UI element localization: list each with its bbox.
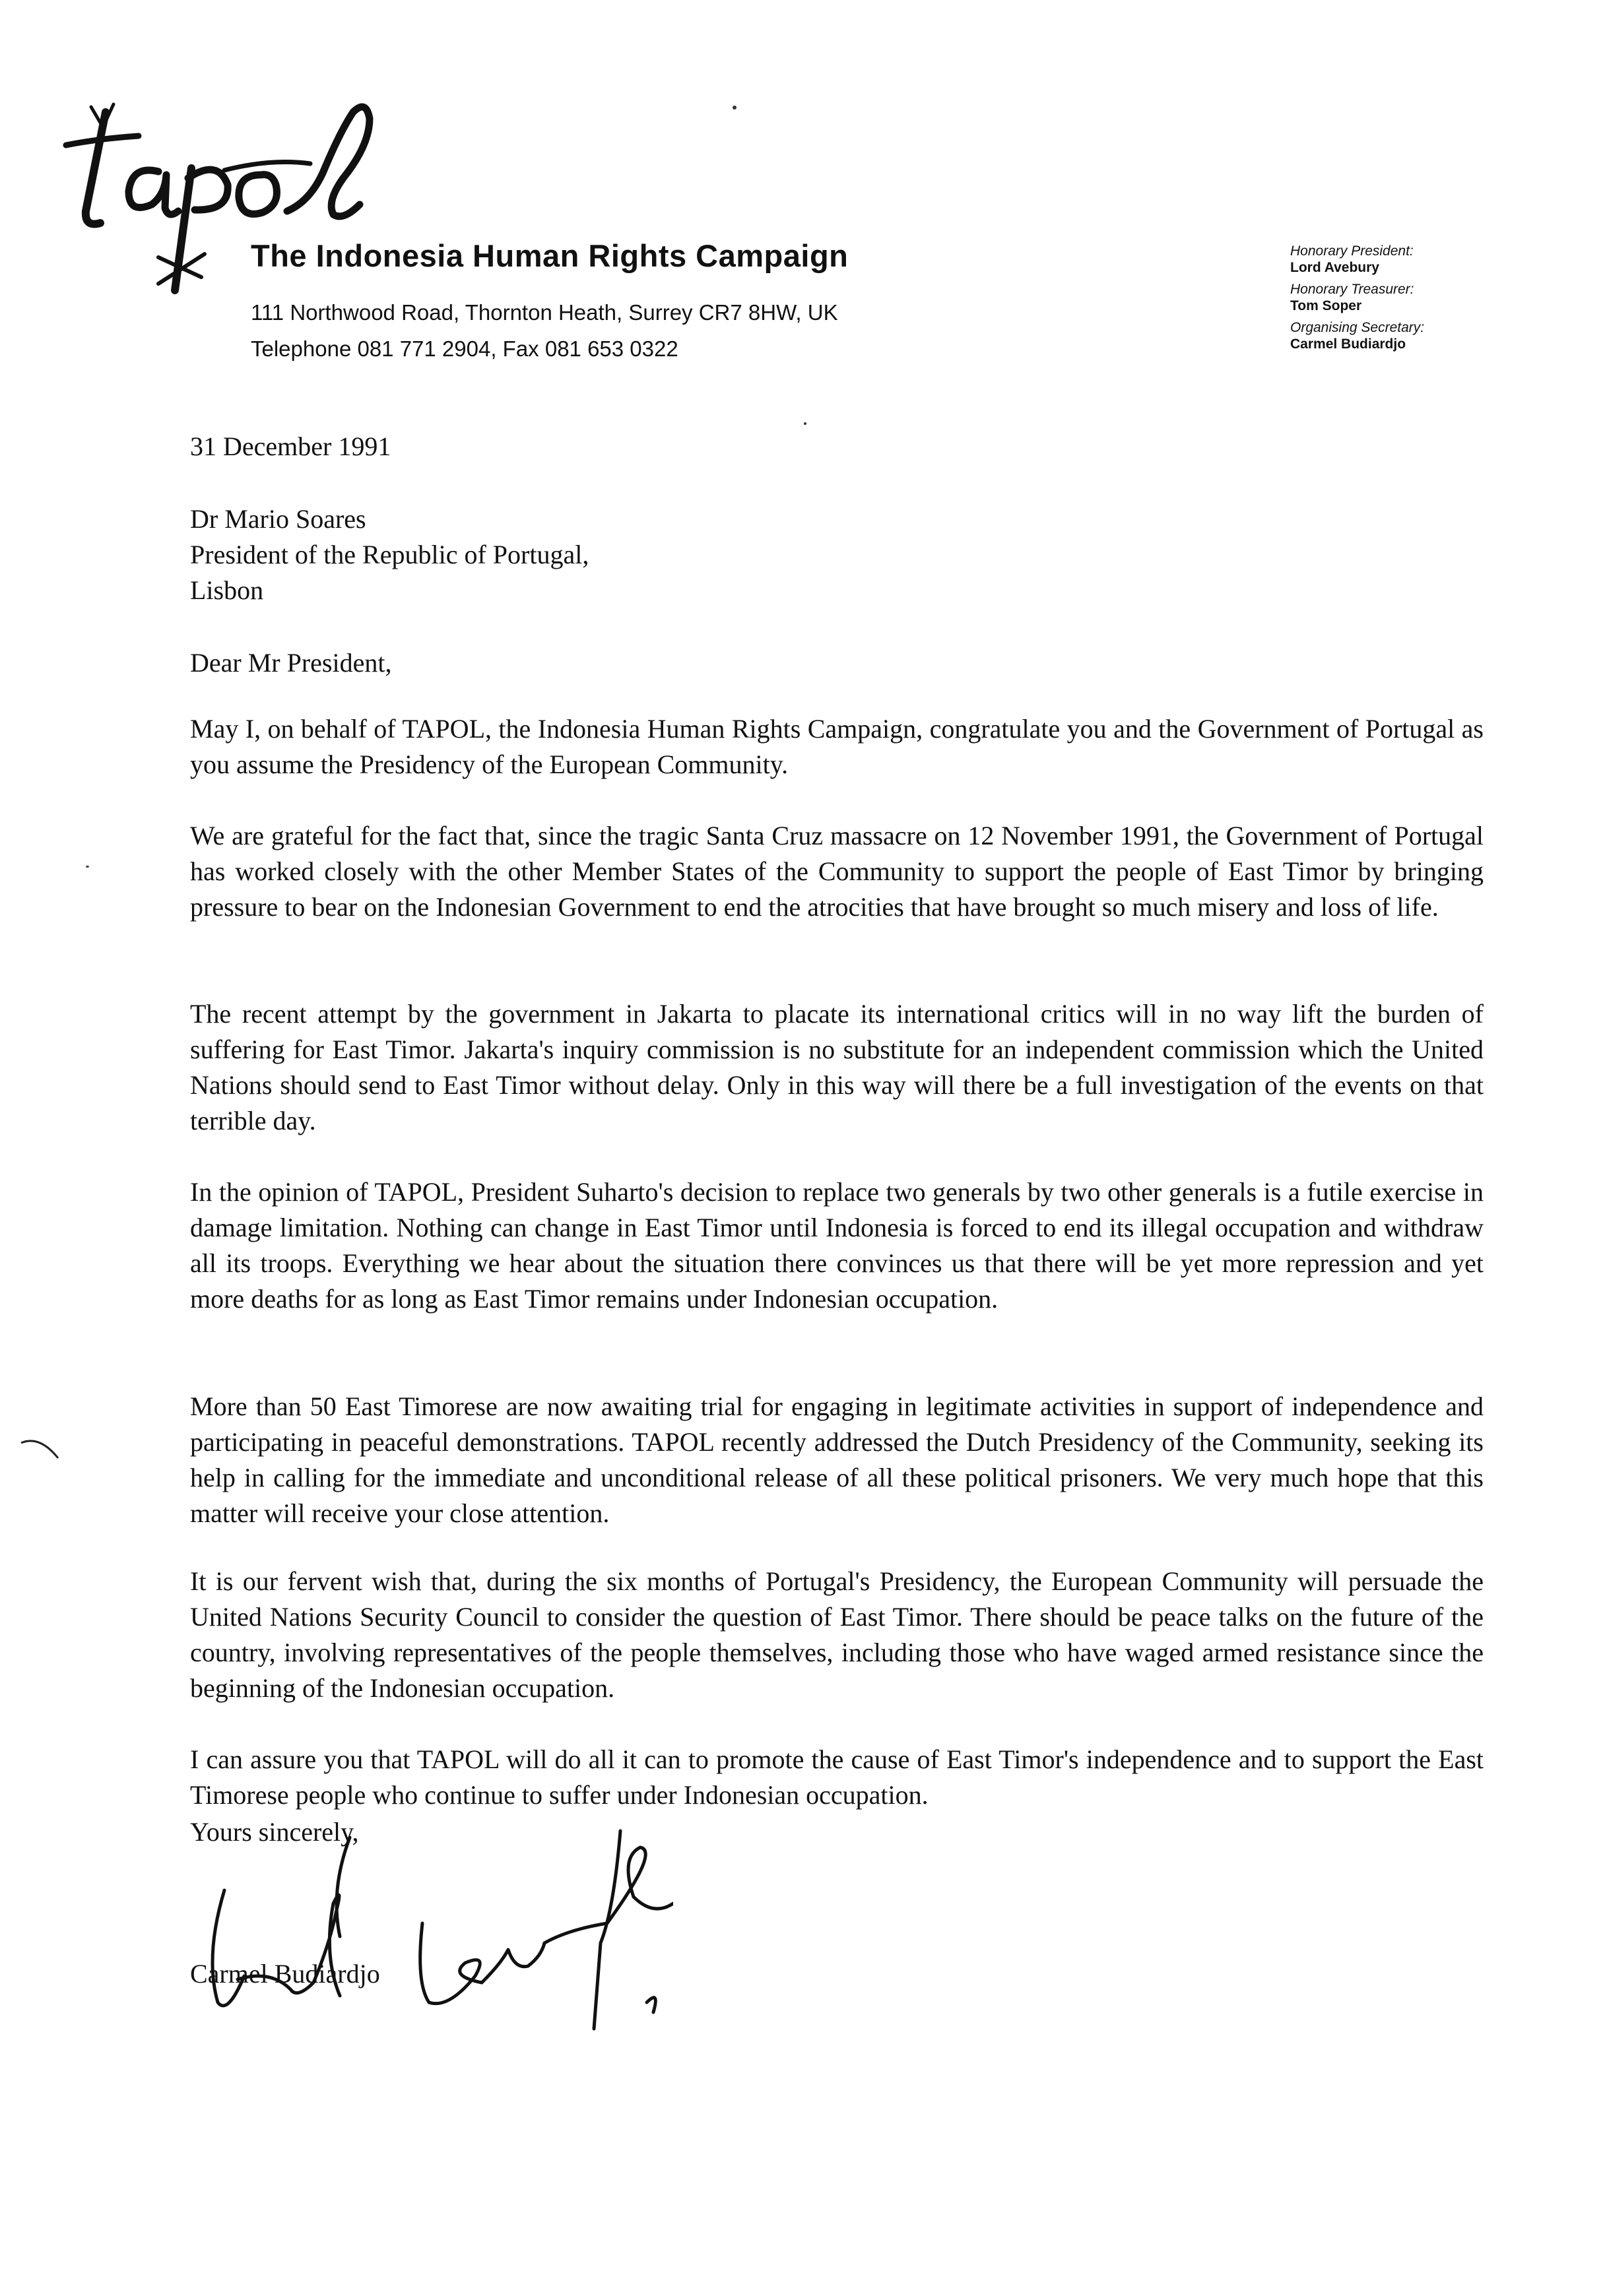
org-name: The Indonesia Human Rights Campaign (251, 238, 849, 273)
closing: Yours sincerely, (190, 1817, 359, 1847)
body-paragraph: More than 50 East Timorese are now awaiting trial for engaging in legitimate activities in support of independence and participating in peaceful demonstrations. TAPOL recently addressed the Dutch Presidency of the Community, seeking its help in calling for the immediate and unconditional release of all these political prisoners. We very much hope that this matter will receive your close attention. (190, 1391, 1484, 1528)
officer-treasurer (1290, 281, 1581, 314)
handwritten-signature (198, 1811, 673, 2035)
officer-role: Honorary President: (1290, 243, 1414, 259)
body-paragraph: The recent attempt by the government in Jakarta to placate its international critics will in no way lift the burden of suffering for East Timor. Jakarta's inquiry commission is no substitute for an independent commission which the United Nations should send to East Timor without delay. Only in this way will there be a full investigation of the events on that terrible day. (190, 999, 1484, 1135)
body-paragraph: We are grateful for the fact that, since the tragic Santa Cruz massacre on 12 November 1991, the Government of Portugal has worked closely with the other Member States of the Community to support the people of East Timor by bringing pressure to bear on the Indonesian Government to end the atrocities that have brought so much misery and loss of life. (190, 821, 1484, 922)
scan-mark (20, 1435, 66, 1461)
scan-speck (804, 422, 806, 425)
letter-date: 31 December 1991 (190, 431, 391, 461)
body-paragraph: It is our fervent wish that, during the six months of Portugal's Presidency, the European Community will persuade the United Nations Security Council to consider the question of East Timor. There should be peace talks on the future of the country, involving representatives of the people themselves, including those who have waged armed resistance since the beginning of the Indonesian occupation. (190, 1566, 1484, 1703)
body-paragraph: May I, on behalf of TAPOL, the Indonesia Human Rights Campaign, congratulate you and the Government of Portugal as you assume the Presidency of the European Community. (190, 714, 1484, 779)
officer-name: Lord Avebury (1290, 260, 1379, 275)
org-address: 111 Northwood Road, Thornton Heath, Surrey CR7 8HW, UK (251, 300, 838, 325)
recipient-block (190, 501, 1484, 608)
scan-speck (86, 866, 89, 868)
scan-speck (733, 106, 737, 110)
recipient-line: Lisbon (190, 575, 264, 605)
officer-secretary (1290, 319, 1581, 352)
body-paragraph: I can assure you that TAPOL will do all it can to promote the cause of East Timor's independence and to support the East Timorese people who continue to suffer under Indonesian occupation. (190, 1744, 1484, 1810)
signer-name: Carmel Budiardjo (190, 1959, 380, 1989)
officer-president (1290, 243, 1581, 276)
officer-name: Tom Soper (1290, 298, 1362, 313)
recipient-line: President of the Republic of Portugal, (190, 540, 589, 569)
officer-role: Organising Secretary: (1290, 320, 1425, 335)
recipient-line: Dr Mario Soares (190, 504, 366, 534)
officers-list (1290, 243, 1581, 358)
body-paragraph: In the opinion of TAPOL, President Suharto's decision to replace two generals by two other generals is a futile exercise in damage limitation. Nothing can change in East Timor until Indonesia is forced to end its illegal occupation and withdraw all its troops. Everything we hear about the situation there convinces us that there will be yet more repression and yet more deaths for as long as East Timor remains under Indonesian occupation. (190, 1177, 1484, 1314)
officer-name: Carmel Budiardjo (1290, 336, 1406, 352)
salutation: Dear Mr President, (190, 648, 392, 678)
org-phone-fax: Telephone 081 771 2904, Fax 081 653 0322 (251, 336, 678, 361)
officer-role: Honorary Treasurer: (1290, 282, 1414, 297)
